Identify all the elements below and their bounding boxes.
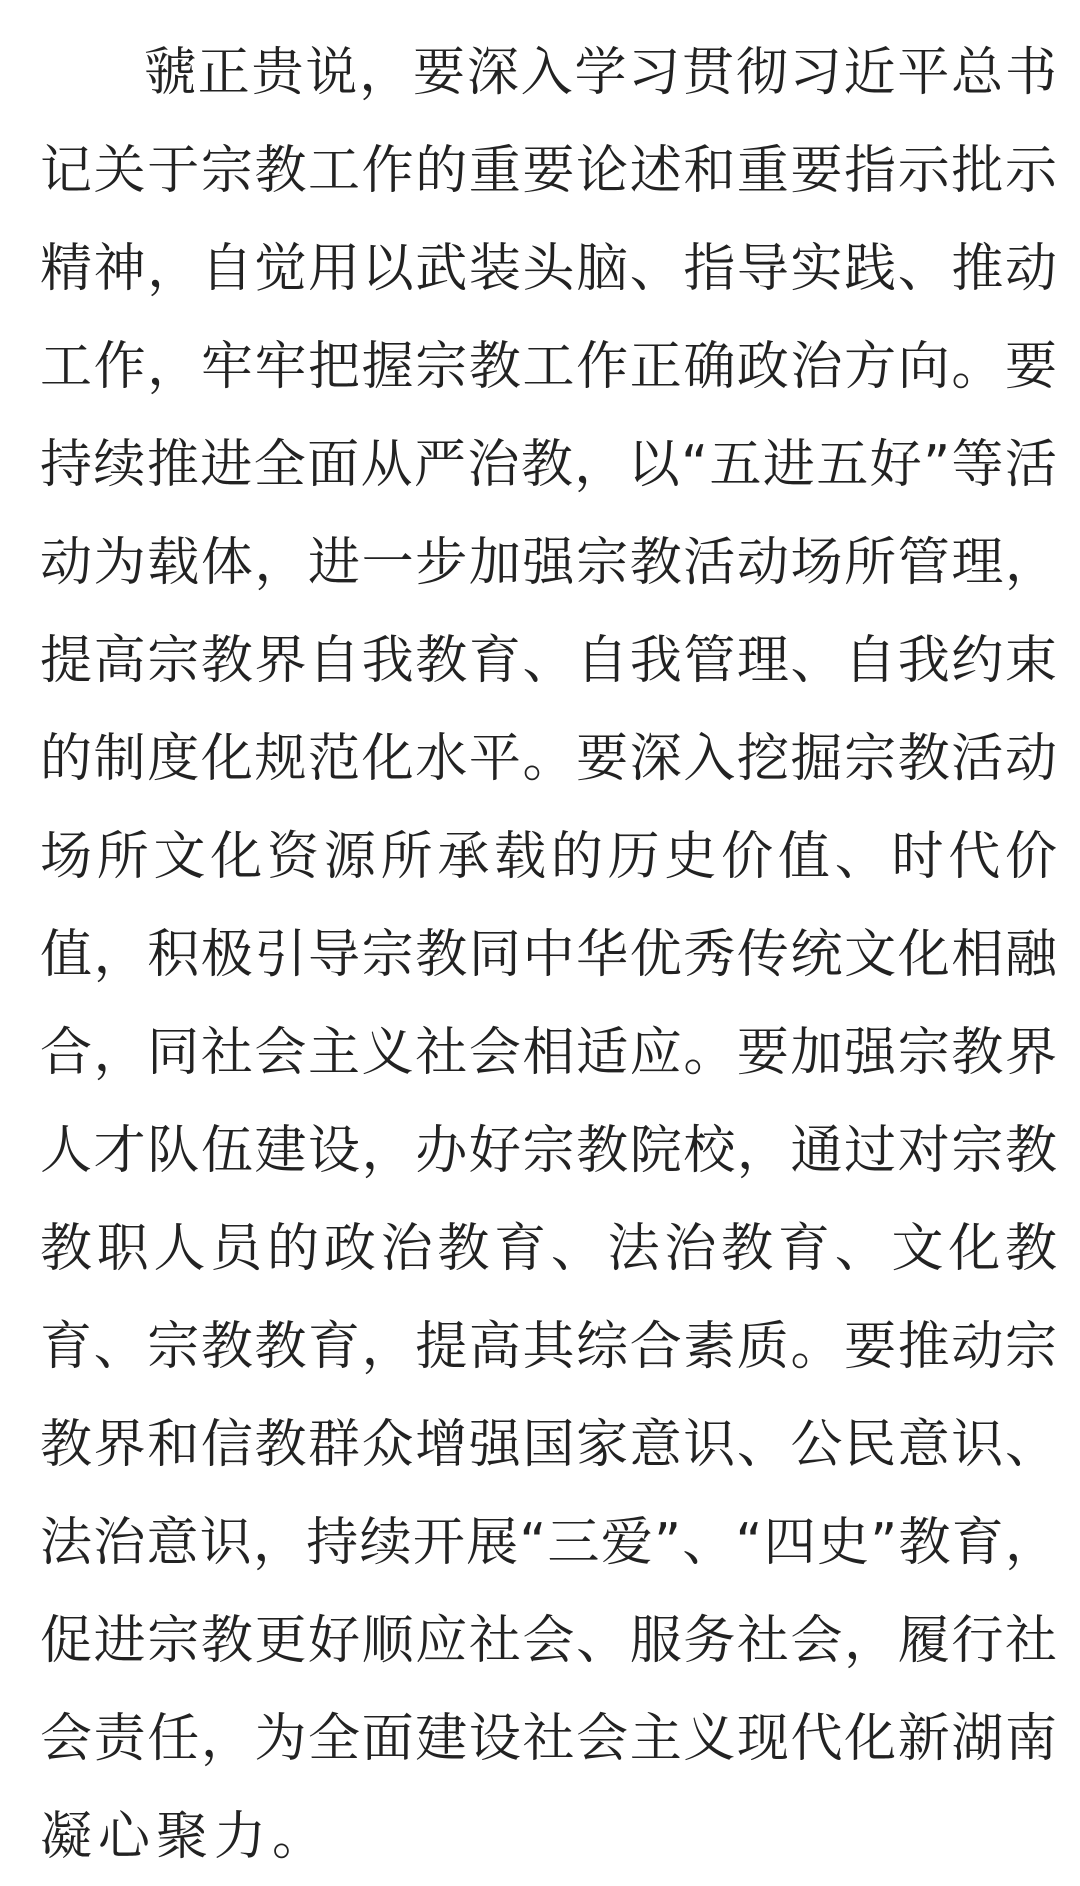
- paragraph-line: 教界和信教群众增强国家意识、公民意识、: [40, 1415, 1058, 1475]
- paragraph-line: 教职人员的政治教育、法治教育、文化教: [40, 1219, 1058, 1279]
- paragraph-line: 持续推进全面从严治教，以“五进五好”等活: [40, 435, 1058, 495]
- paragraph-line: 动为载体，进一步加强宗教活动场所管理，: [40, 533, 1058, 593]
- paragraph-line: 会责任，为全面建设社会主义现代化新湖南: [40, 1709, 1058, 1769]
- paragraph-line: 工作，牢牢把握宗教工作正确政治方向。要: [40, 337, 1058, 397]
- paragraph-line: 虢正贵说，要深入学习贯彻习近平总书: [144, 43, 1058, 103]
- paragraph-line: 促进宗教更好顺应社会、服务社会，履行社: [40, 1611, 1058, 1671]
- paragraph-line: 值，积极引导宗教同中华优秀传统文化相融: [40, 925, 1058, 985]
- paragraph-line: 记关于宗教工作的重要论述和重要指示批示: [40, 141, 1058, 201]
- article-paragraph: [40, 24, 1058, 1886]
- paragraph-line: 提高宗教界自我教育、自我管理、自我约束: [40, 631, 1058, 691]
- paragraph-line: 人才队伍建设，办好宗教院校，通过对宗教: [40, 1121, 1058, 1181]
- paragraph-line: 育、宗教教育，提高其综合素质。要推动宗: [40, 1317, 1058, 1377]
- paragraph-line: 精神，自觉用以武装头脑、指导实践、推动: [40, 239, 1058, 299]
- paragraph-line: 的制度化规范化水平。要深入挖掘宗教活动: [40, 729, 1058, 789]
- paragraph-line: 合，同社会主义社会相适应。要加强宗教界: [40, 1023, 1058, 1083]
- paragraph-line: 法治意识，持续开展“三爱”、“四史”教育，: [40, 1513, 1058, 1573]
- paragraph-line: 凝心聚力。: [40, 1807, 331, 1867]
- paragraph-line: 场所文化资源所承载的历史价值、时代价: [40, 827, 1058, 887]
